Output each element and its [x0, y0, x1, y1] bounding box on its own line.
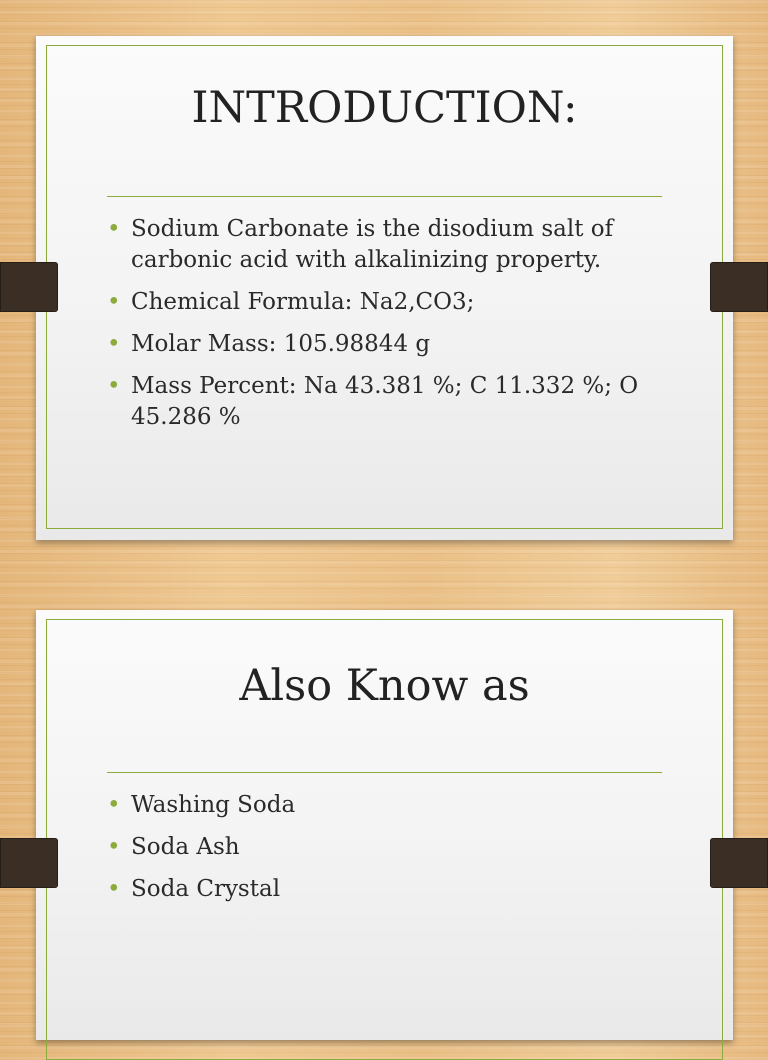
- bullet-text: Soda Ash: [131, 834, 240, 860]
- bullet-text: Chemical Formula: Na2,CO3;: [131, 289, 475, 315]
- bullet-icon: •: [107, 834, 121, 860]
- binder-clip-left: [0, 838, 58, 888]
- bullet-text: Sodium Carbonate is the disodium salt of carbonic acid with alkalinizing property.: [131, 216, 614, 273]
- bullet-item: [107, 329, 647, 360]
- title-divider: [107, 196, 662, 197]
- bullet-text: Soda Crystal: [131, 876, 281, 902]
- bullet-icon: •: [107, 289, 121, 315]
- binder-clip-right: [710, 262, 768, 312]
- bullet-list: [107, 214, 647, 444]
- bullet-item: [107, 832, 647, 863]
- bullet-item: [107, 790, 647, 821]
- bullet-item: [107, 287, 647, 318]
- bullet-item: [107, 371, 647, 433]
- bullet-text: Molar Mass: 105.98844 g: [131, 331, 431, 357]
- bullet-item: [107, 874, 647, 905]
- bullet-icon: •: [107, 373, 121, 399]
- title-divider: [107, 772, 662, 773]
- bullet-text: Washing Soda: [131, 792, 296, 818]
- slide-also-known-as: [36, 610, 733, 1040]
- slide-title: INTRODUCTION:: [191, 83, 578, 133]
- bullet-list: [107, 790, 647, 916]
- bullet-item: [107, 214, 647, 276]
- bullet-icon: •: [107, 792, 121, 818]
- binder-clip-right: [710, 838, 768, 888]
- bullet-icon: •: [107, 876, 121, 902]
- binder-clip-left: [0, 262, 58, 312]
- bullet-text: Mass Percent: Na 43.381 %; C 11.332 %; O 45.286 %: [131, 373, 639, 430]
- slide-title: Also Know as: [239, 661, 530, 711]
- bullet-icon: •: [107, 216, 121, 242]
- slide-introduction: [36, 36, 733, 540]
- bullet-icon: •: [107, 331, 121, 357]
